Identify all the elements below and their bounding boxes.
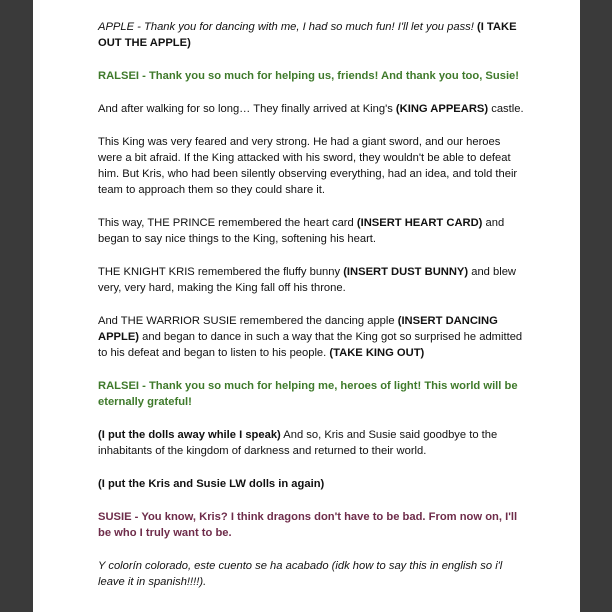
paragraph-text: castle. [488,103,524,115]
paragraph-king-arrives [98,101,524,117]
paragraph-text: This King was very feared and very strong. He had a giant sword, and our heroes were a bit afraid. If the King attacked with his sword, they wouldn't be able to defeat him. But Kris, who had been silently observing everything, had an idea, and told their team to approach them so they could share it. [98,136,518,196]
paragraph-ralsei-line-1 [98,68,524,84]
stage-direction: (I put the Kris and Susie LW dolls in again) [98,478,325,490]
paragraph-text: and began to say nice things to the King, softening his heart. [98,217,505,245]
paragraph-text: And after walking for so long… They finally arrived at King's [98,103,396,115]
stage-direction: (INSERT DANCING APPLE) [98,315,498,343]
stage-direction: SUSIE - You know, Kris? I think dragons don't have to be bad. From now on, I'll be who I truly want to be. [98,511,518,539]
stage-direction: (INSERT DUST BUNNY) [343,266,469,278]
paragraph-text: and blew very, very hard, making the King fall off his throne. [98,266,517,294]
stage-direction: RALSEI - Thank you so much for helping me, heroes of light! This world will be eternally grateful! [98,380,518,408]
paragraph-text: and began to dance in such a way that the King got so surprised he admitted to his defeat and began to listen to his people. [98,331,523,359]
stage-direction: (INSERT HEART CARD) [356,217,483,229]
paragraph-goodbye [98,427,524,459]
paragraph-knight-bunny [98,264,524,296]
paragraph-lw-dolls [98,476,524,492]
paragraph-prince-heart [98,215,524,247]
paragraph-text: APPLE - Thank you for dancing with me, I had so much fun! I'll let you pass! [98,21,477,33]
paragraph-warrior-apple [98,313,524,361]
stage-direction: (I TAKE OUT THE APPLE) [98,21,517,49]
paragraph-susie-line [98,509,524,541]
paragraph-text: Y colorín colorado, este cuento se ha acabado (idk how to say this in english so i'l leave it in spanish!!!!). [98,560,503,588]
stage-direction: RALSEI - Thank you so much for helping us, friends! And thank you too, Susie! [98,70,520,82]
paragraph-apple-line [98,19,524,51]
stage-direction: (I put the dolls away while I speak) [98,429,281,441]
stage-direction: (TAKE KING OUT) [329,347,425,359]
paragraph-text: THE KNIGHT KRIS remembered the fluffy bunny [98,266,344,278]
paragraph-ralsei-line-2 [98,378,524,410]
paragraph-king-description [98,134,524,198]
paragraph-text: And THE WARRIOR SUSIE remembered the dancing apple [98,315,398,327]
stage-direction: (KING APPEARS) [395,103,489,115]
paragraph-ending [98,558,524,590]
paragraph-text: And so, Kris and Susie said goodbye to the inhabitants of the kingdom of darkness and returned to their world. [98,429,498,457]
paragraph-text: This way, THE PRINCE remembered the heart card [98,217,357,229]
document-page [33,0,580,612]
